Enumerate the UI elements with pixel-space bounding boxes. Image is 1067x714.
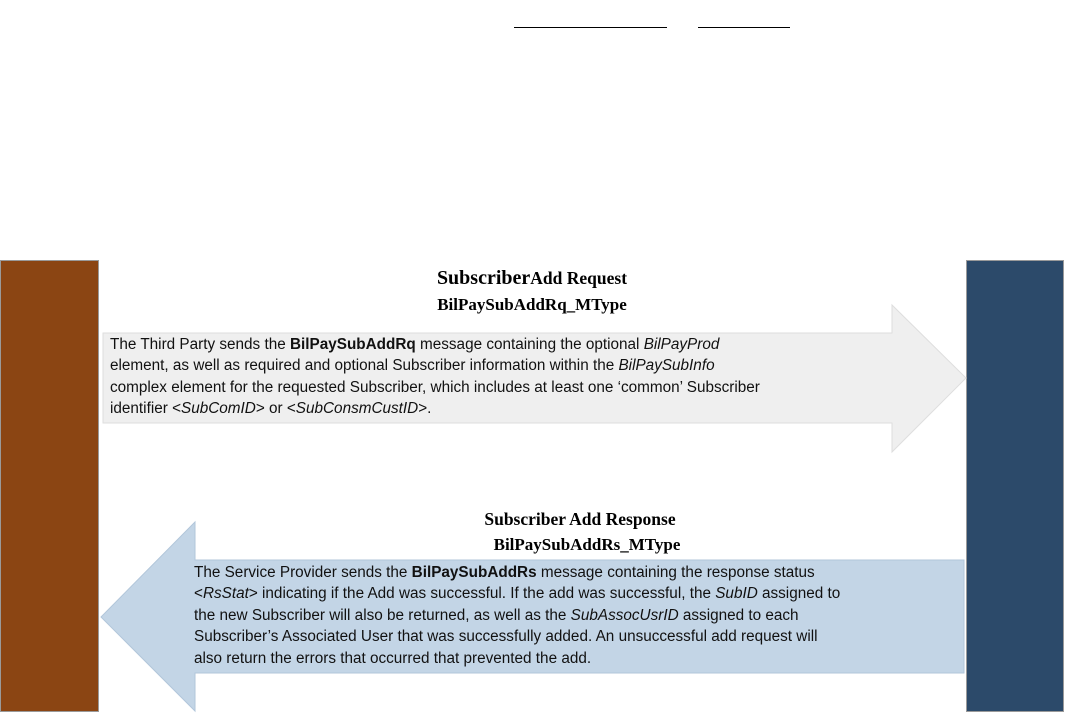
element-name: SubAssocUsrID — [570, 606, 679, 624]
text-run: > or < — [255, 400, 296, 418]
text-run: message containing the response status — [536, 564, 815, 581]
text-run: complex element for the requested Subscriber, which includes at least one ‘common’ Subscriber — [110, 378, 760, 396]
request-title-rest: Add Request — [530, 268, 628, 288]
response-title: Subscriber Add Response — [484, 509, 676, 529]
message-name: BilPaySubAddRs — [411, 564, 537, 581]
response-text-line — [194, 626, 840, 647]
response-description — [194, 562, 840, 669]
message-name: BilPaySubAddRq — [289, 336, 416, 353]
text-run: also return the errors that occurred that prevented the add. — [194, 649, 592, 667]
element-name: RsStat — [202, 585, 249, 603]
request-text-line — [110, 334, 760, 355]
text-run: >. — [418, 400, 432, 418]
text-run: element, as well as required and optional Subscriber information within the — [110, 357, 619, 375]
response-type-name: BilPaySubAddRs_MType — [493, 535, 681, 554]
response-text-line — [194, 583, 840, 604]
request-text-line — [110, 377, 760, 398]
request-description — [110, 334, 760, 420]
text-run: assigned to — [757, 585, 841, 603]
element-name: SubConsmCustID — [295, 400, 419, 418]
text-run: identifier < — [110, 400, 182, 418]
request-title — [332, 267, 732, 290]
response-text-line — [194, 605, 840, 626]
text-run: Subscriber’s Associated User that was successfully added. An unsuccessful add request will — [194, 628, 818, 646]
element-name: BilPaySubInfo — [618, 357, 715, 375]
request-text-line — [110, 398, 760, 419]
text-run: The Third Party sends the — [110, 336, 290, 353]
request-title-bold-part: Subscriber — [436, 267, 531, 289]
text-run: < — [194, 585, 203, 603]
element-name: SubID — [715, 585, 758, 603]
text-run: The Service Provider sends the — [194, 564, 412, 581]
element-name: BilPayProd — [643, 336, 720, 353]
response-text-line — [194, 562, 840, 583]
request-type-name: BilPaySubAddRq_MType — [437, 295, 627, 314]
element-name: SubComID — [181, 400, 256, 418]
response-text-line — [194, 648, 840, 669]
text-run: > indicating if the Add was successful. If the add was successful, the — [248, 585, 716, 603]
text-run: the new Subscriber will also be returned, as well as the — [194, 606, 571, 624]
text-run: message containing the optional — [415, 336, 644, 353]
text-run: assigned to each — [678, 606, 799, 624]
request-text-line — [110, 355, 760, 376]
